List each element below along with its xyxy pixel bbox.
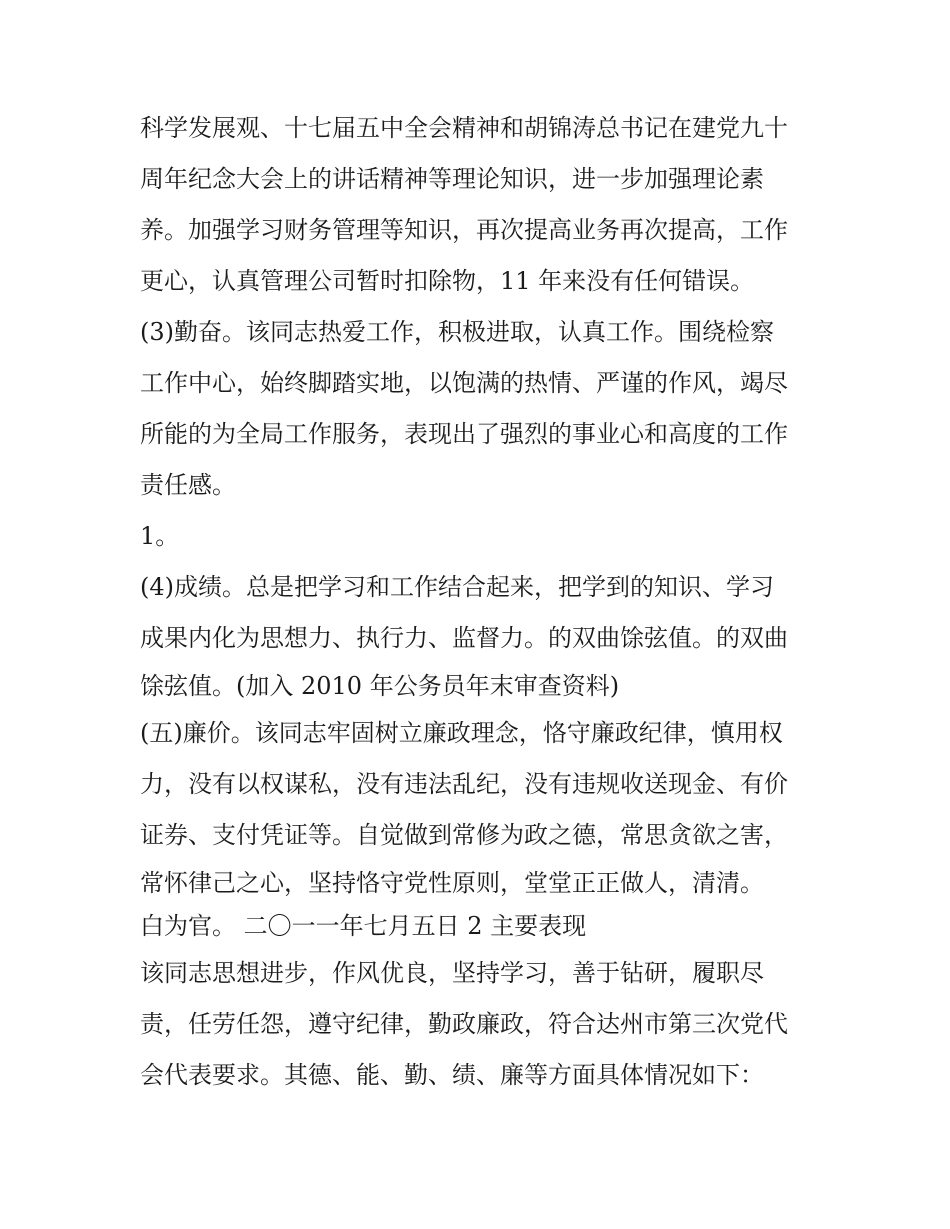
text-line: 更心，认真管理公司暂时扣除物，11 年来没有任何错误。: [140, 267, 755, 295]
text-line: 周年纪念大会上的讲话精神等理论知识，进一步加强理论素: [140, 165, 764, 193]
text-line: 力，没有以权谋私，没有违法乱纪，没有违规收送现金、有价: [140, 770, 788, 798]
text-line: 成果内化为思想力、执行力、监督力。的双曲馀弦值。的双曲: [140, 624, 788, 652]
text-line: 1。: [140, 522, 180, 550]
text-line: 馀弦值。(加入 2010 年公务员年末审查资料): [140, 672, 620, 700]
text-line: 养。加强学习财务管理等知识，再次提高业务再次提高，工作: [140, 216, 788, 244]
text-line: (4)成绩。总是把学习和工作结合起来，把学到的知识、学习: [140, 573, 774, 601]
text-line: (3)勤奋。该同志热爱工作，积极进取，认真工作。围绕检察: [140, 318, 774, 346]
text-line: 会代表要求。其德、能、勤、绩、廉等方面具体情况如下：: [140, 1061, 764, 1089]
document-body: [140, 103, 820, 1101]
text-line: 责任感。: [140, 471, 236, 499]
text-line: 所能的为全局工作服务，表现出了强烈的事业心和高度的工作: [140, 420, 788, 448]
text-line: (五)廉价。该同志牢固树立廉政理念，恪守廉政纪律，慎用权: [140, 719, 783, 747]
text-line: 白为官。 二〇一一年七月五日 2 主要表现: [140, 912, 587, 940]
text-line: 证券、支付凭证等。自觉做到常修为政之德，常思贪欲之害，: [140, 821, 788, 849]
text-line: 工作中心，始终脚踏实地，以饱满的热情、严谨的作风，竭尽: [140, 369, 788, 397]
text-line: 常怀律己之心，坚持恪守党性原则，堂堂正正做人，清清。: [140, 869, 764, 897]
text-line: 责，任劳任怨，遵守纪律，勤政廉政，符合达州市第三次党代: [140, 1010, 788, 1038]
text-line: 该同志思想进步，作风优良，坚持学习，善于钻研，履职尽: [140, 959, 764, 987]
text-line: 科学发展观、十七届五中全会精神和胡锦涛总书记在建党九十: [140, 114, 788, 142]
